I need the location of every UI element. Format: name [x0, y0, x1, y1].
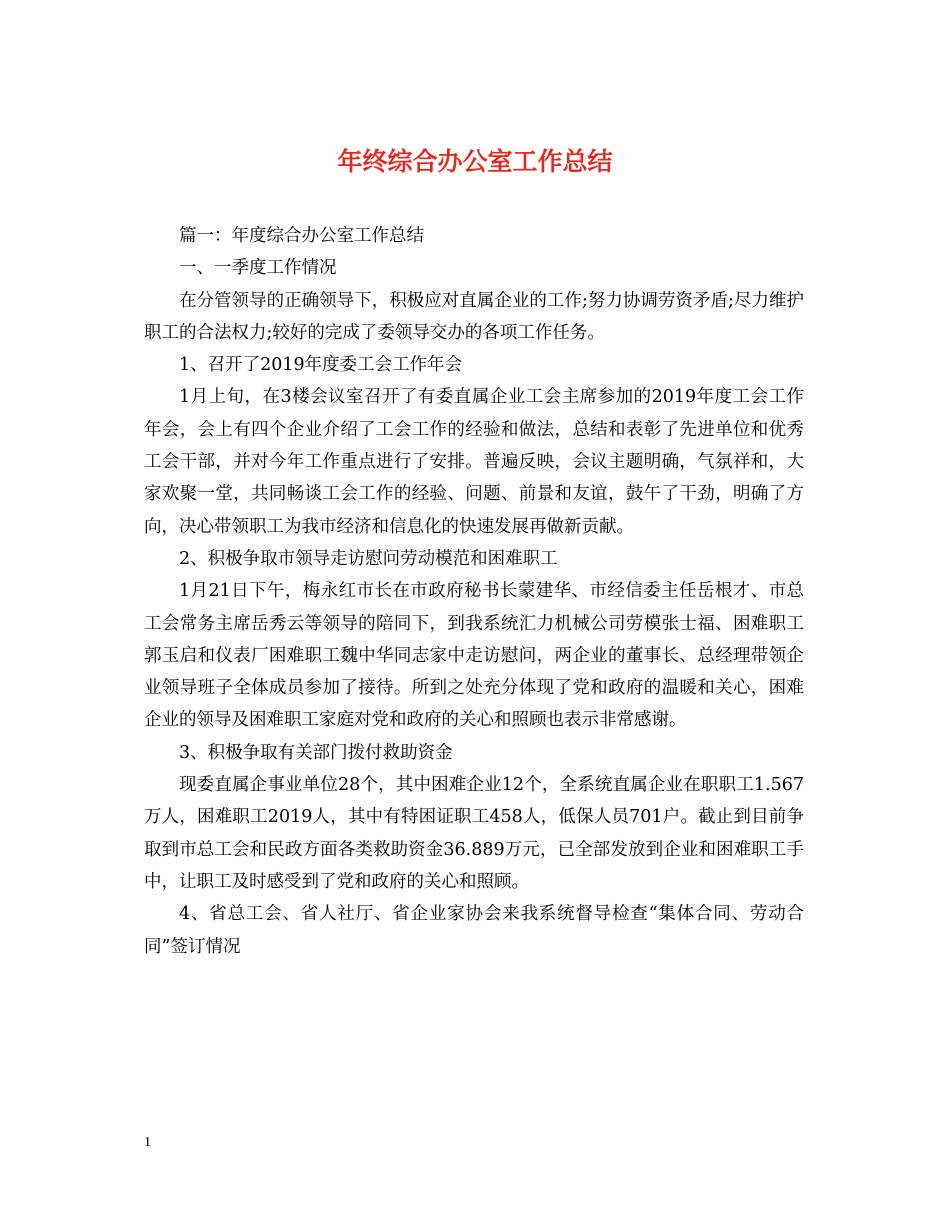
- document-title: 年终综合办公室工作总结: [337, 147, 613, 176]
- paragraph-item-3-body: 现委直属企事业单位28个，其中困难企业12个，全系统直属企业在职职工1.567万人，困难职工2019人，其中有特困证职工458人，低保人员701户。截止到目前争取到市总工会和民政方面各类救助资金36.889万元，已全部发放到企业和困难职工手中，让职工及时感受到了党和政府的关心和照顾。: [144, 775, 804, 892]
- paragraph-item-1-body: 1月上旬，在3楼会议室召开了有委直属企业工会主席参加的2019年度工会工作年会，会上有四个企业介绍了工会工作的经验和做法，总结和表彰了先进单位和优秀工会干部，并对今年工作重点进行了安排。普遍反映，会议主题明确，气氛祥和，大家欢聚一堂，共同畅谈工会工作的经验、问题、前景和友谊，鼓午了干劲，明确了方向，决心带领职工为我市经济和信息化的快速发展再做新贡献。: [144, 387, 804, 537]
- document-body: [144, 220, 804, 963]
- paragraph-quarter-heading: 一、一季度工作情况: [179, 258, 337, 279]
- paragraph-section-heading: 篇一：年度综合办公室工作总结: [179, 226, 424, 246]
- paragraph-intro: 在分管领导的正确领导下，积极应对直属企业的工作;努力协调劳资矛盾;尽力维护职工的合法权力;较好的完成了委领导交办的各项工作任务。: [144, 290, 804, 343]
- paragraph-item-2-body: 1月21日下午，梅永红市长在市政府秘书长蒙建华、市经信委主任岳根才、市总工会常务主席岳秀云等领导的陪同下，到我系统汇力机械公司劳模张士福、困难职工郭玉启和仪表厂困难职工魏中华同志家中走访慰问，两企业的董事长、总经理带领企业领导班子全体成员参加了接待。所到之处充分体现了党和政府的温暖和关心，困难企业的领导及困难职工家庭对党和政府的关心和照顾也表示非常感谢。: [144, 581, 804, 731]
- paragraph-item-1-heading: 1、召开了2019年度委工会工作年会: [179, 355, 463, 376]
- paragraph-item-3-heading: 3、积极争取有关部门拨付救助资金: [179, 742, 453, 763]
- paragraph-item-2-heading: 2、积极争取市领导走访慰问劳动模范和困难职工: [179, 548, 558, 569]
- paragraph-item-4-heading: 4、省总工会、省人社厅、省企业家协会来我系统督导检查“集体合同、劳动合同”签订情况: [144, 904, 804, 957]
- page-number: 1: [144, 1135, 151, 1150]
